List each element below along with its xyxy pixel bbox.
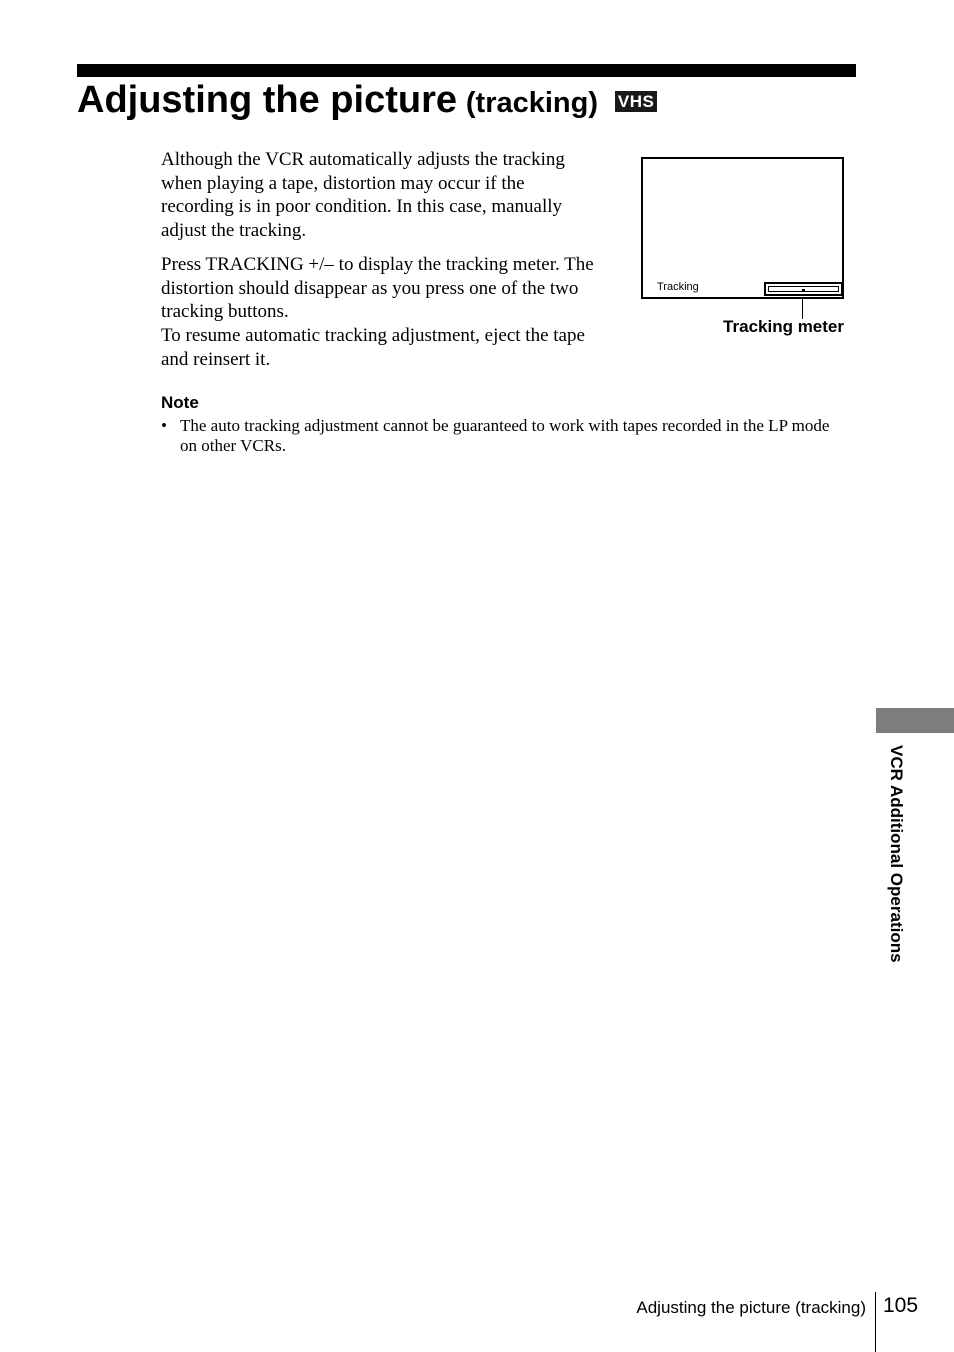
screen-tracking-label: Tracking xyxy=(657,281,699,293)
callout-tracking-meter: Tracking meter xyxy=(723,317,844,336)
paragraph-instructions-press: Press TRACKING +/– to display the tracking meter. The distortion should disappear as you press one of the two tracking buttons. xyxy=(161,253,594,323)
note-heading: Note xyxy=(161,393,199,412)
tracking-meter-marker xyxy=(802,289,805,292)
paragraph-instructions-resume: To resume automatic tracking adjustment, eject the tape and reinsert it. xyxy=(161,324,585,370)
tv-screen-illustration xyxy=(641,157,844,299)
note-item xyxy=(161,416,841,456)
paragraph-intro: Although the VCR automatically adjusts the tracking when playing a tape, distortion may occur if the recording is in poor condition. In this case, manually adjust the tracking. xyxy=(161,149,565,242)
page-title xyxy=(77,80,657,122)
paragraph-instructions xyxy=(161,253,601,372)
page-number: 105 xyxy=(883,1294,919,1317)
tracking-meter xyxy=(764,282,843,296)
footer-divider xyxy=(875,1292,876,1352)
running-footer-title: Adjusting the picture (tracking) xyxy=(636,1298,866,1317)
vhs-badge: VHS xyxy=(615,91,657,112)
section-tab-marker xyxy=(876,708,954,733)
title-sub: (tracking) xyxy=(465,87,599,119)
note-text: The auto tracking adjustment cannot be guaranteed to work with tapes recorded in the LP mode on other VCRs. xyxy=(180,416,830,455)
callout-line xyxy=(802,299,803,319)
body-text xyxy=(161,148,601,381)
tracking-meter-track xyxy=(768,286,839,292)
section-label: VCR Additional Operations xyxy=(887,745,906,963)
bullet-icon: • xyxy=(161,416,167,435)
title-rule xyxy=(77,64,856,77)
title-main: Adjusting the picture xyxy=(77,79,457,121)
